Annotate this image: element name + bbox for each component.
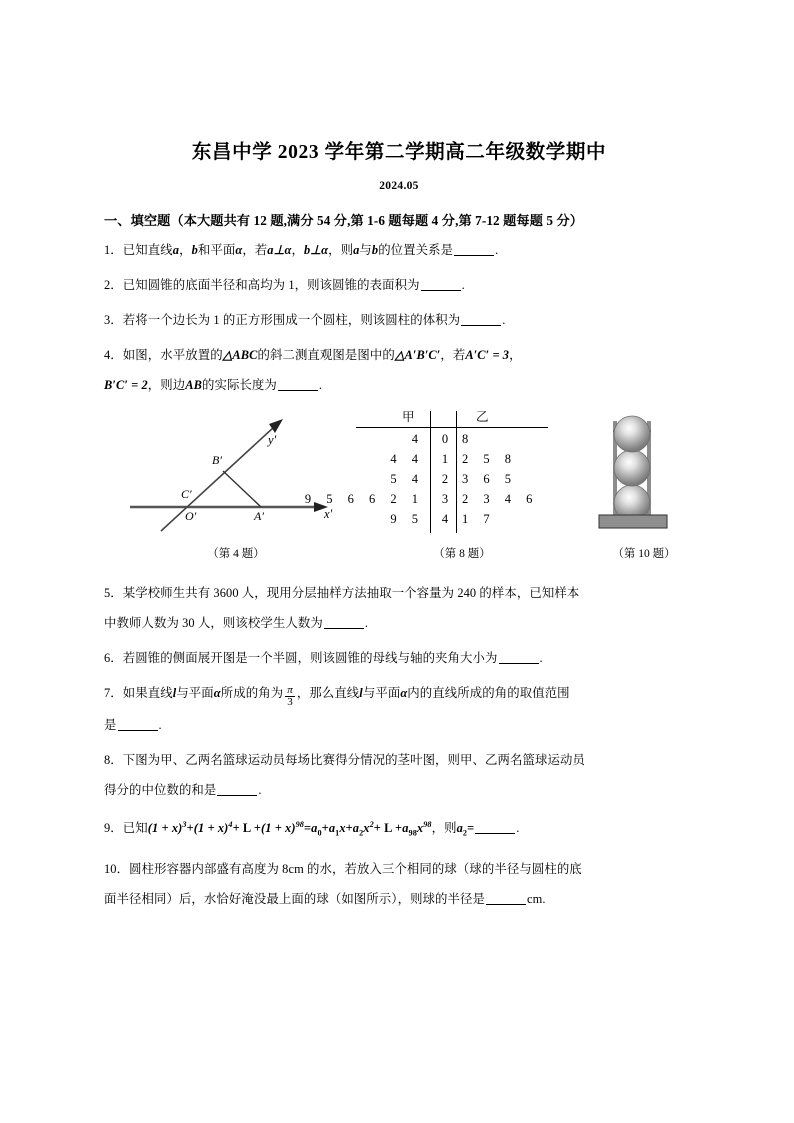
q3-answer-blank[interactable]: [461, 325, 501, 326]
q7-text-5: 与平面: [362, 686, 401, 701]
q9-coef-1-subscript: 1: [335, 828, 340, 838]
q1-answer-blank[interactable]: [454, 255, 494, 256]
point-label-a-prime: A′: [254, 509, 264, 524]
q1-var-b-2: b: [371, 243, 379, 258]
stem-value-4: 4: [441, 512, 449, 527]
leaves-right-3: 2 3 4 6: [462, 492, 539, 507]
leaves-left-1: 4 4: [390, 452, 424, 467]
q4-segment-bc: B′C′ = 2: [104, 378, 148, 393]
q1-tail: 的位置关系是: [378, 243, 454, 258]
figures-row: [104, 407, 694, 572]
axis-label-y-prime: y′: [268, 433, 277, 448]
q9-equals-2: =: [467, 821, 475, 836]
q7-period: .: [158, 717, 162, 732]
question-2: [104, 271, 694, 299]
q5-period: .: [364, 616, 369, 631]
q1-comma-1: ，: [179, 243, 192, 258]
q8-number: 8．: [104, 752, 123, 767]
q8-period: .: [258, 782, 262, 797]
q8-line-1: 下图为甲、乙两名篮球运动员每场比赛得分情况的茎叶图，则甲、乙两名篮球运动员: [122, 752, 585, 767]
q9-term-2-base: (1 + x): [193, 821, 229, 836]
q9-term-3-exponent: 98: [295, 819, 304, 829]
q9-term-3-base: (1 + x): [260, 821, 296, 836]
page-title: 东昌中学 2023 学年第二学期高二年级数学期中: [191, 142, 607, 163]
q6-text: 若圆锥的侧面展开图是一个半圆，则该圆锥的母线与轴的夹角大小为: [122, 651, 498, 666]
q5-line-2: 中教师人数为 30 人，则该校学生人数为: [104, 616, 323, 631]
table-row: [356, 449, 571, 469]
q6-number: 6．: [104, 651, 123, 666]
table-row: [356, 429, 571, 449]
q5-answer-blank[interactable]: [324, 628, 364, 629]
q3-period: .: [502, 313, 506, 328]
q4-segment-ab: AB: [185, 378, 202, 393]
q10-answer-blank[interactable]: [486, 904, 526, 905]
q3-number: 3．: [104, 313, 123, 328]
q1-var-alpha: α: [235, 243, 243, 258]
q7-plane-alpha: α: [213, 686, 221, 701]
figure-caption-q8: （第 8 题）: [433, 548, 491, 561]
q3-text: 若将一个边长为 1 的正方形围成一个圆柱，则该圆柱的体积为: [122, 313, 461, 328]
q9-term-1-base: (1 + x): [147, 821, 183, 836]
q9-answer-coef-subscript: 2: [462, 828, 468, 838]
q9-term-2-exponent: 4: [228, 819, 233, 829]
stem-value-2: 2: [441, 472, 449, 487]
q9-plus-4: +: [345, 821, 353, 836]
q4-number: 4．: [104, 348, 123, 363]
q6-answer-blank[interactable]: [499, 663, 539, 664]
q4-answer-blank[interactable]: [278, 390, 318, 391]
q1-comma-3: ，: [291, 243, 304, 258]
q9-coef-n-subscript: 98: [408, 828, 417, 838]
table-row: [304, 489, 571, 509]
q5-line-1: 某学校师生共有 3600 人，现用分层抽样方法抽取一个容量为 240 的样本，已知样本: [122, 586, 580, 601]
point-label-b-prime: B′: [212, 453, 222, 468]
q1-comma-2: ，若: [242, 243, 268, 258]
q9-coef-2: a: [352, 821, 360, 836]
q10-line-2: 面半径相同）后，水恰好淹没最上面的球（如图所示），则球的半径是: [104, 891, 486, 906]
point-label-o-prime: O′: [185, 509, 197, 524]
q1-condition-1: a⊥α: [267, 243, 292, 258]
exam-date: 2024.05: [379, 180, 419, 193]
stem-leaf-header-right: 乙: [476, 410, 489, 425]
q9-prefix: 已知: [122, 821, 148, 836]
q1-var-b: b: [191, 243, 198, 258]
q2-number: 2．: [104, 278, 123, 293]
section-heading-fill-in-blanks: 一、填空题（本大题共有 12 题,满分 54 分,第 1-6 题每题 4 分,第 7-12 题每题 5 分）: [104, 213, 584, 229]
q7-text-1: 如果直线: [122, 686, 173, 701]
q7-line-l: l: [172, 686, 177, 701]
document-body: [104, 0, 694, 913]
q7-fraction-numerator: π: [287, 683, 293, 696]
stem-leaf-header-left: 甲: [402, 410, 415, 425]
q9-coef-1-x: x: [339, 821, 346, 836]
stem-leaf-horizontal-rule: [356, 427, 548, 428]
question-5: [104, 579, 694, 637]
q4-text-6: 的实际长度为: [201, 378, 277, 393]
q1-var-a: a: [172, 243, 180, 258]
q1-condition-2: b⊥α: [303, 243, 329, 258]
q4-text-5: ，则边: [147, 378, 186, 393]
q9-answer-blank[interactable]: [475, 833, 515, 834]
q9-then: ，则: [431, 821, 457, 836]
q7-plane-alpha-2: α: [400, 686, 408, 701]
question-9: [104, 811, 694, 848]
figure-caption-q4: （第 4 题）: [207, 548, 265, 561]
q7-fraction-denominator: 3: [287, 696, 293, 709]
q1-number: 1．: [104, 243, 123, 258]
leaves-right-1: 2 5 8: [462, 452, 517, 467]
q6-period: .: [539, 651, 543, 666]
q4-period: .: [318, 378, 323, 393]
q9-coef-n-x-exponent: 98: [423, 819, 432, 829]
q7-text-2: 与平面: [176, 686, 214, 701]
q10-number: 10．: [104, 861, 130, 876]
q9-term-1-exponent: 3: [182, 819, 187, 829]
q2-period: .: [461, 278, 465, 293]
leaves-right-0: 8: [462, 432, 475, 447]
q9-answer-coef: a: [456, 821, 463, 836]
leaves-left-2: 5 4: [390, 472, 424, 487]
leaves-left-4: 9 5: [390, 512, 424, 527]
question-4: [104, 341, 694, 399]
q9-coef-n: a: [402, 821, 409, 836]
q4-triangle-abc: △ABC: [222, 348, 258, 363]
q9-coef-0: a: [311, 821, 318, 836]
axis-label-x-prime: x′: [324, 507, 333, 522]
q9-equals: =: [303, 821, 312, 836]
q2-text: 已知圆锥的底面半径和高均为 1，则该圆锥的表面积为: [122, 278, 420, 293]
leaves-left-0: 4: [411, 432, 424, 447]
q9-coef-2-x-exponent: 2: [369, 819, 374, 829]
q1-comma-4: ，则: [328, 243, 354, 258]
q9-plus-2: + L +: [232, 821, 261, 836]
stem-leaf-rows: [304, 429, 571, 529]
q9-coef-0-subscript: 0: [317, 828, 322, 838]
q9-coef-n-x: x: [416, 821, 424, 836]
q9-plus-1: +: [186, 821, 194, 836]
question-1: [104, 236, 694, 264]
q1-text-b: 和平面: [197, 243, 236, 258]
point-label-c-prime: C′: [181, 487, 192, 502]
q4-text-3: ，若: [440, 348, 466, 363]
q10-unit: cm.: [527, 891, 546, 906]
leaves-left-3: 9 5 6 6 2 1: [304, 492, 424, 507]
question-8: [104, 746, 694, 804]
stem-value-0: 0: [441, 432, 449, 447]
q7-answer-blank[interactable]: [118, 730, 158, 731]
q7-text-4: ，那么直线: [296, 686, 360, 701]
q7-angle-fraction: [285, 685, 295, 709]
q4-text-2: 的斜二测直观图是图中的: [257, 348, 395, 363]
figure-oblique-triangle: [128, 409, 343, 539]
figure-stem-and-leaf-plot: [304, 407, 571, 542]
q4-text-4: ，: [509, 348, 522, 363]
leaves-right-4: 1 7: [462, 512, 496, 527]
question-10: [104, 855, 694, 913]
question-7: [104, 679, 694, 739]
q9-coef-2-subscript: 2: [359, 828, 364, 838]
q1-period: .: [495, 243, 499, 258]
q1-text-a: 已知直线: [122, 243, 173, 258]
question-3: [104, 306, 694, 334]
q7-text-3: 所成的角为: [220, 686, 284, 701]
leaves-right-2: 3 6 5: [462, 472, 517, 487]
q9-plus-3: +: [321, 821, 329, 836]
q9-period: .: [516, 821, 520, 836]
q10-line-1: 圆柱形容器内部盛有高度为 8cm 的水，若放入三个相同的球（球的半径与圆柱的底: [129, 861, 582, 876]
q9-plus-5: + L +: [373, 821, 403, 836]
q4-text-1: 如图，水平放置的: [122, 348, 223, 363]
q1-var-a-2: a: [353, 243, 360, 258]
stem-leaf-table: [304, 407, 571, 527]
stem-value-3: 3: [441, 492, 449, 507]
q5-number: 5．: [104, 586, 123, 601]
q9-number: 9．: [104, 821, 123, 836]
stem-leaf-header: [356, 407, 571, 427]
q7-line-l-2: l: [359, 686, 363, 701]
table-row: [356, 469, 571, 489]
q2-answer-blank[interactable]: [421, 290, 461, 291]
question-6: [104, 644, 694, 672]
q8-line-2: 得分的中位数的和是: [104, 782, 217, 797]
q7-line-2: 是: [104, 717, 117, 732]
q4-triangle-abc-prime: △A′B′C′: [394, 348, 441, 363]
q8-answer-blank[interactable]: [217, 795, 257, 796]
q7-number: 7．: [104, 686, 123, 701]
q7-text-6: 内的直线所成的角的取值范围: [407, 686, 570, 701]
figure-cylinder-with-spheres: [589, 407, 699, 542]
q4-segment-ac: A′C′ = 3: [465, 348, 510, 363]
stem-value-1: 1: [441, 452, 449, 467]
table-row: [356, 509, 571, 529]
q9-coef-1: a: [328, 821, 336, 836]
q9-coef-2-x: x: [363, 821, 370, 836]
q1-with: 与: [359, 243, 372, 258]
figure-caption-q10: （第 10 题）: [612, 548, 676, 561]
